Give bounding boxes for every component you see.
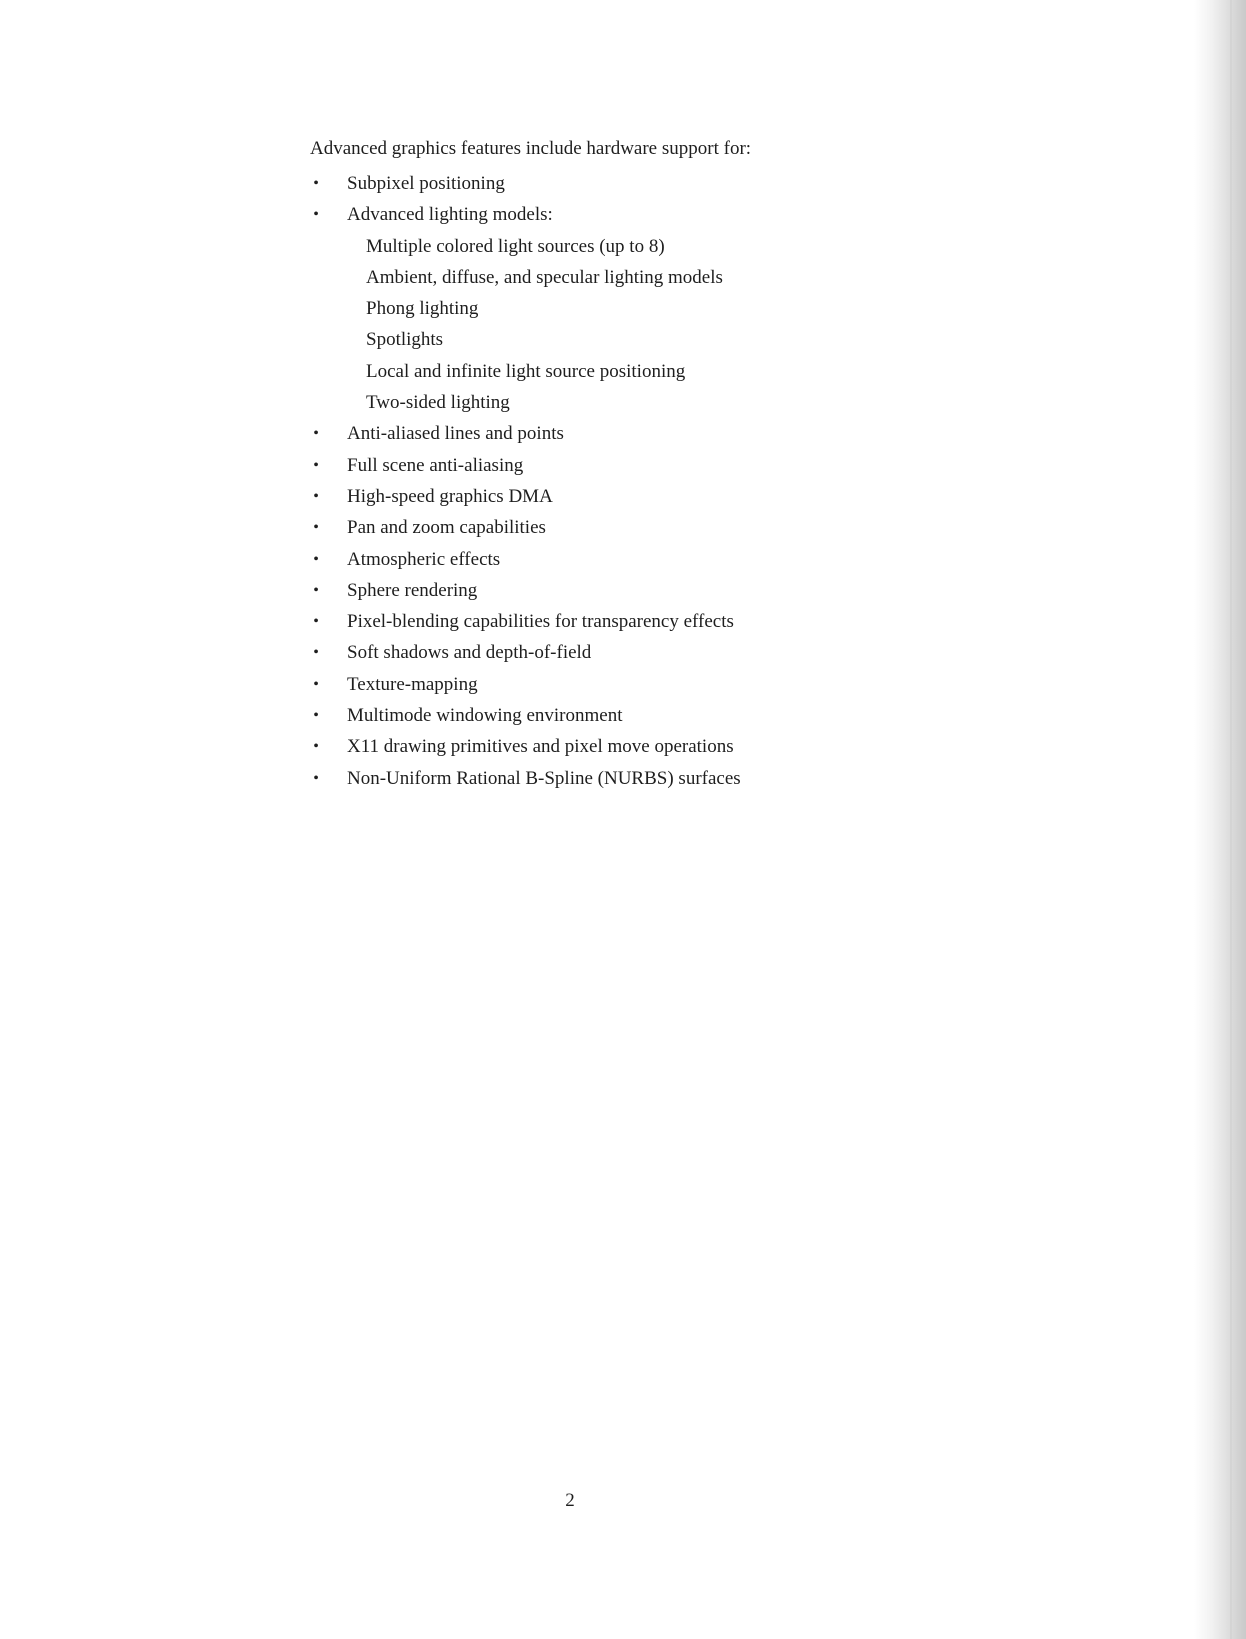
bullet-icon: • [313,425,319,443]
list-item [310,168,930,199]
list-item [310,199,930,230]
sub-list-item: Two-sided lighting [366,392,510,414]
page-edge-line [1230,0,1232,1639]
list-item-text: Sphere rendering [347,579,478,601]
sub-list-item: Phong lighting [366,298,479,320]
list-item [310,669,930,700]
list-item-text: Atmospheric effects [347,548,501,570]
list-item-text: Subpixel positioning [347,173,505,194]
bullet-icon: • [313,206,319,224]
list-item [310,637,930,668]
bullet-icon: • [313,581,319,599]
list-item [310,763,930,794]
list-item-text: Soft shadows and depth-of-field [347,642,592,664]
intro-paragraph: Advanced graphics features include hardware support for: [310,138,752,159]
list-item [310,481,930,512]
list-item-text: Full scene anti-aliasing [347,454,524,476]
bullet-icon: • [313,738,319,756]
bullet-icon: • [313,644,319,662]
page-edge-shadow [1194,0,1246,1639]
bullet-icon: • [313,519,319,537]
bullet-icon: • [313,487,319,505]
list-item [310,731,930,762]
page-number: 2 [565,1490,575,1511]
sub-list-item: Multiple colored light sources (up to 8) [366,235,665,257]
bullet-icon: • [313,175,319,192]
bullet-icon: • [313,707,319,725]
sub-list-item: Spotlights [366,329,444,351]
list-item-text: Non-Uniform Rational B-Spline (NURBS) surfaces [347,767,741,789]
list-item [310,544,930,575]
bullet-icon: • [313,456,319,474]
bullet-icon: • [313,550,319,568]
list-item-text: Anti-aliased lines and points [347,423,564,445]
list-item [310,418,930,449]
list-item-text: Texture-mapping [347,673,478,695]
list-item [310,606,930,637]
list-item-text: Pixel-blending capabilities for transparency effects [347,611,734,633]
list-item [310,450,930,481]
feature-list-section [310,136,930,794]
list-item-text: Pan and zoom capabilities [347,517,546,539]
bullet-icon: • [313,675,319,693]
list-item [310,575,930,606]
list-item [310,700,930,731]
list-item-text: High-speed graphics DMA [347,485,553,507]
list-item-text: Advanced lighting models: [347,204,553,226]
list-item [310,512,930,543]
sub-list-item: Local and infinite light source positioning [366,360,686,382]
bullet-icon: • [313,769,319,787]
list-item-text: X11 drawing primitives and pixel move operations [347,736,734,758]
sub-list-item: Ambient, diffuse, and specular lighting models [366,266,723,288]
list-item-text: Multimode windowing environment [347,705,623,727]
bullet-icon: • [313,613,319,631]
